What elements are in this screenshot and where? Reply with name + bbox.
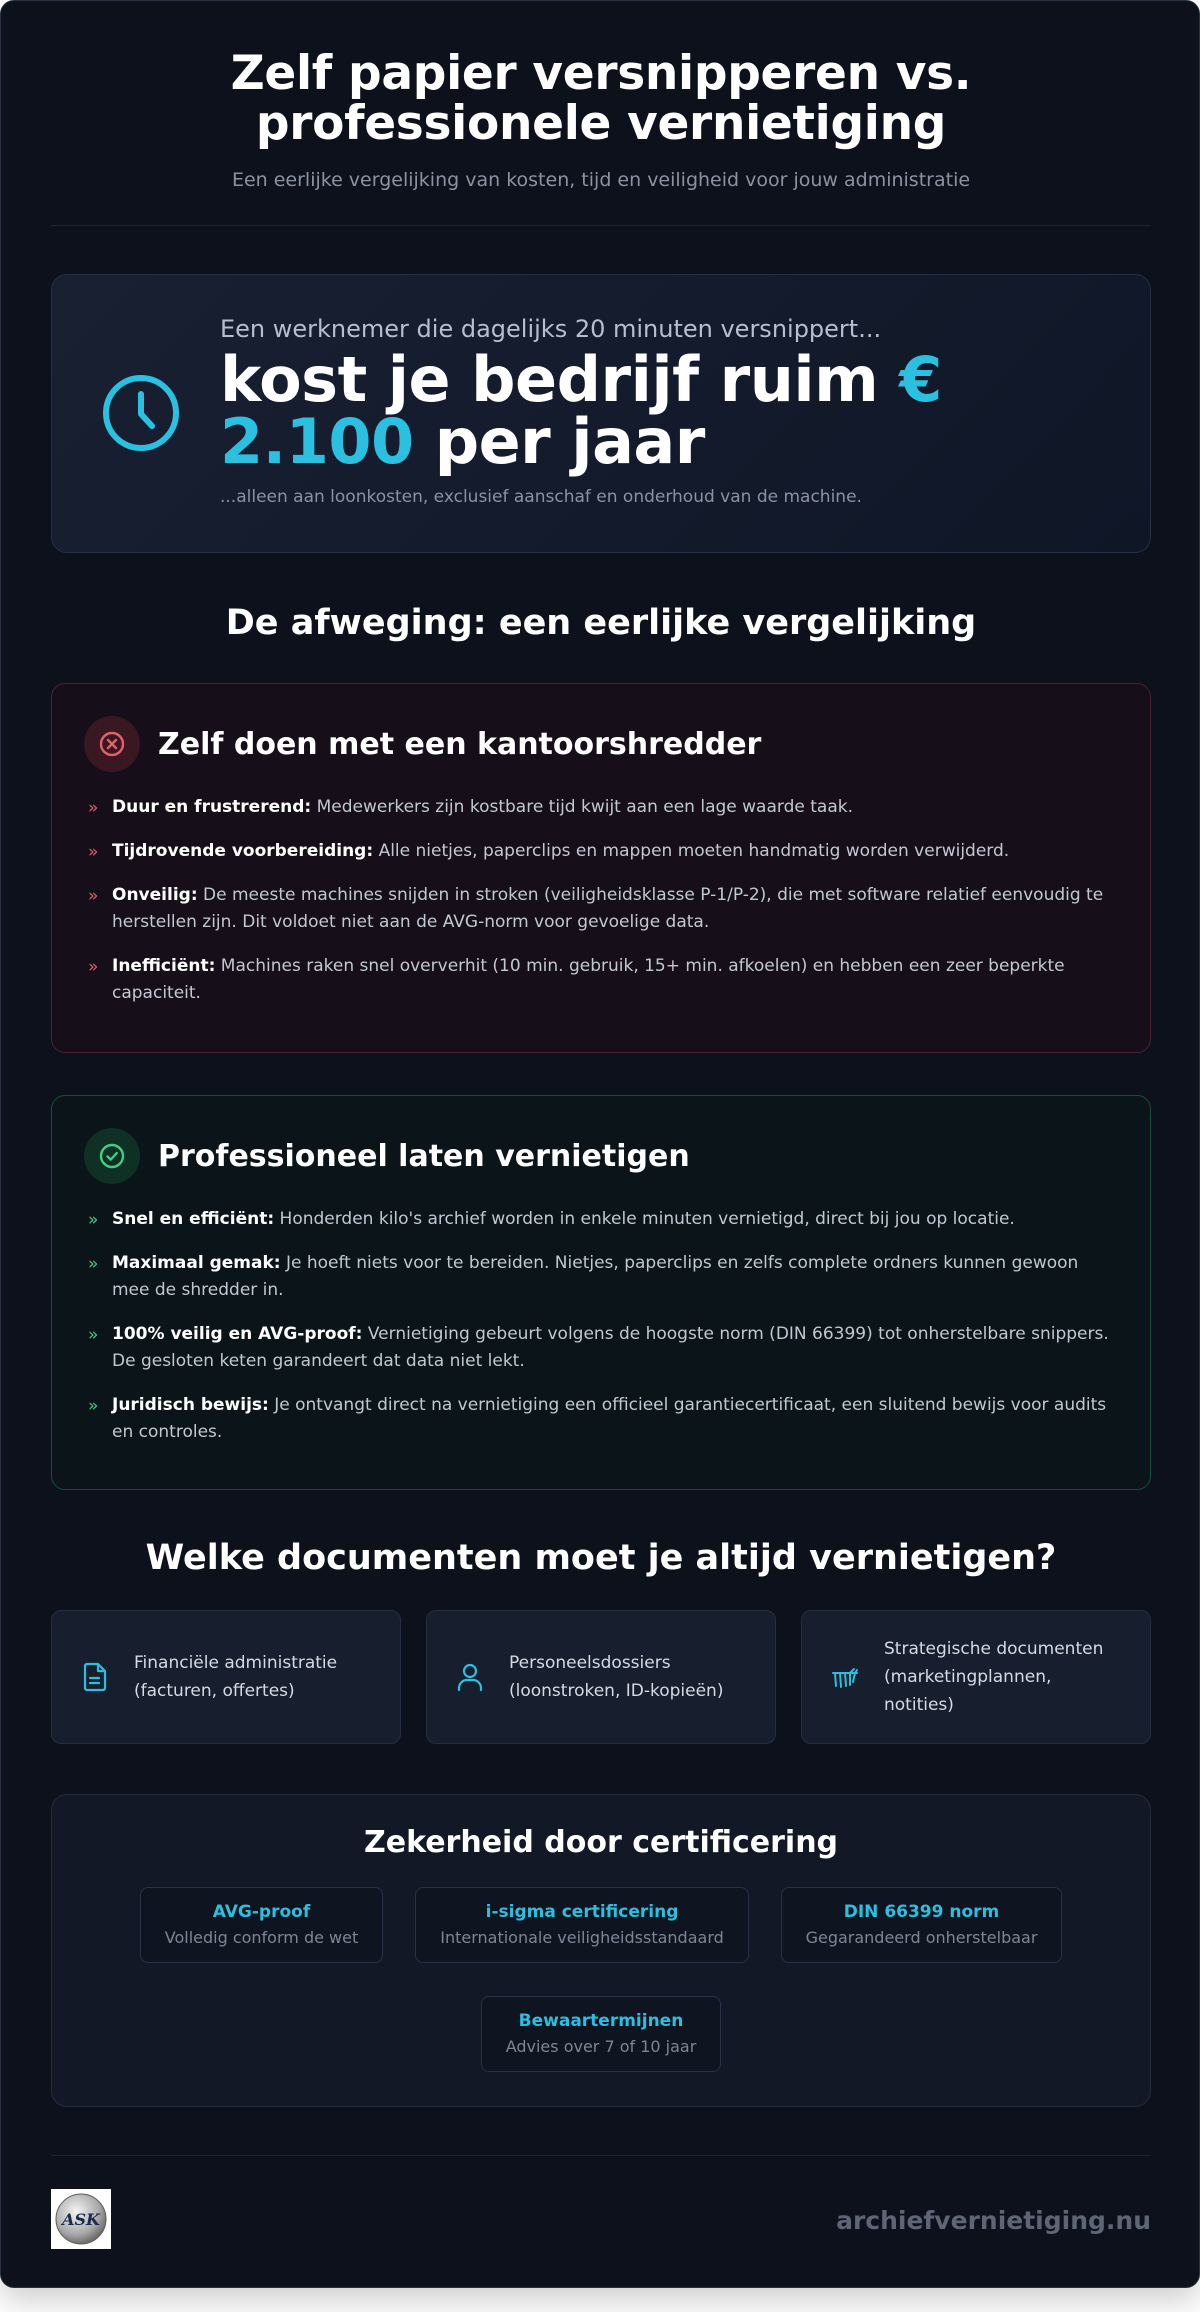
hero-suffix: per jaar [434,405,705,478]
chevron-double-right-icon: » [88,1210,99,1230]
pro-card-title: Professioneel laten vernietigen [158,1138,690,1174]
divider [51,225,1151,226]
pro-card [51,1095,1151,1490]
chevron-double-right-icon: » [88,842,99,862]
diy-card-title: Zelf doen met een kantoorshredder [158,726,762,762]
list-item: » Duur en frustrerend: Medewerkers zijn kostbare tijd kwijt aan een lage waarde taak. [84,794,1118,821]
list-item: » Juridisch bewijs: Je ontvangt direct na vernietiging een officieel garantiecertificaat, een sluitend bewijs voor audits en controles. [88,1395,1107,1442]
chevron-double-right-icon: » [88,1396,99,1416]
hero-headline [220,343,1100,478]
list-item: » Maximaal gemak: Je hoeft niets voor te bereiden. Nietjes, paperclips en zelfs complete ordners kunnen gewoon mee de shredder in. [88,1253,1079,1300]
header [51,1,1151,191]
comparison-title: De afweging: een eerlijke vergelijking [225,603,977,643]
hero-amount: € 2.100 [220,343,942,478]
document-card-financial: Financiële administratie (facturen, offertes) [51,1610,401,1744]
cost-hero-card [51,274,1151,553]
website-domain: archiefvernietiging.nu [836,2206,1151,2235]
x-circle-icon [84,716,140,772]
hero-lead: Een werknemer die dagelijks 20 minuten versnippert... [220,315,882,343]
page-title: Zelf papier versnipperen vs. professionele vernietiging [230,46,972,151]
chevron-double-right-icon: » [88,1325,99,1345]
chevron-double-right-icon: » [88,1254,99,1274]
cert-badge-avg: AVG-proof Volledig conform de wet [140,1887,383,1963]
page-subtitle: Een eerlijke vergelijking van kosten, tijd en veiligheid voor jouw administratie [231,169,971,191]
certification-title: Zekerheid door certificering [363,1825,839,1860]
cert-badge-din: DIN 66399 norm Gegarandeerd onherstelbaar [781,1887,1062,1963]
chevron-double-right-icon: » [88,798,99,818]
check-circle-icon [84,1128,140,1184]
list-item: » Snel en efficiënt: Honderden kilo's archief worden in enkele minuten vernietigd, direct bij jou op locatie. [84,1206,1118,1233]
documents-title: Welke documenten moet je altijd vernietigen? [145,1538,1057,1578]
clock-icon [100,372,182,454]
list-item: » Onveilig: De meeste machines snijden in stroken (veiligheidsklasse P-1/P-2), die met software relatief eenvoudig te herstellen zijn. Dit voldoet niet aan de AVG-norm voor gevoelige data. [88,885,1104,932]
strategy-hand-icon [828,1660,862,1694]
document-icon [78,1660,112,1694]
diy-list [84,794,1118,1007]
chevron-double-right-icon: » [88,957,99,977]
list-item: » Inefficiënt: Machines raken snel oververhit (10 min. gebruik, 15+ min. afkoelen) en hebben een zeer beperkte capaciteit. [88,956,1065,1003]
chevron-double-right-icon: » [88,886,99,906]
user-icon [453,1660,487,1694]
footer [51,2156,1151,2256]
list-item: » Tijdrovende voorbereiding: Alle nietjes, paperclips en mappen moeten handmatig worden verwijderd. [84,838,1118,865]
certification-card [51,1794,1151,2107]
document-card-strategic: Strategische documenten (marketingplannen, notities) [801,1610,1151,1744]
document-card-personnel: Personeelsdossiers (loonstroken, ID-kopieën) [426,1610,776,1744]
cert-badge-retention: Bewaartermijnen Advies over 7 of 10 jaar [481,1996,721,2072]
svg-text:ASK: ASK [62,2210,100,2229]
cert-badge-isigma: i-sigma certificering Internationale veiligheidsstandaard [415,1887,749,1963]
documents-grid [51,1610,1151,1744]
company-logo [51,2189,111,2249]
hero-prefix: kost je bedrijf ruim [220,343,879,416]
list-item: » 100% veilig en AVG-proof: Vernietiging gebeurt volgens de hoogste norm (DIN 66399) tot onherstelbare snippers. De gesloten keten garandeert dat data niet lekt. [88,1324,1109,1371]
pro-list [84,1206,1118,1446]
hero-note: ...alleen aan loonkosten, exclusief aanschaf en onderhoud van de machine. [220,487,862,507]
diy-card [51,683,1151,1053]
